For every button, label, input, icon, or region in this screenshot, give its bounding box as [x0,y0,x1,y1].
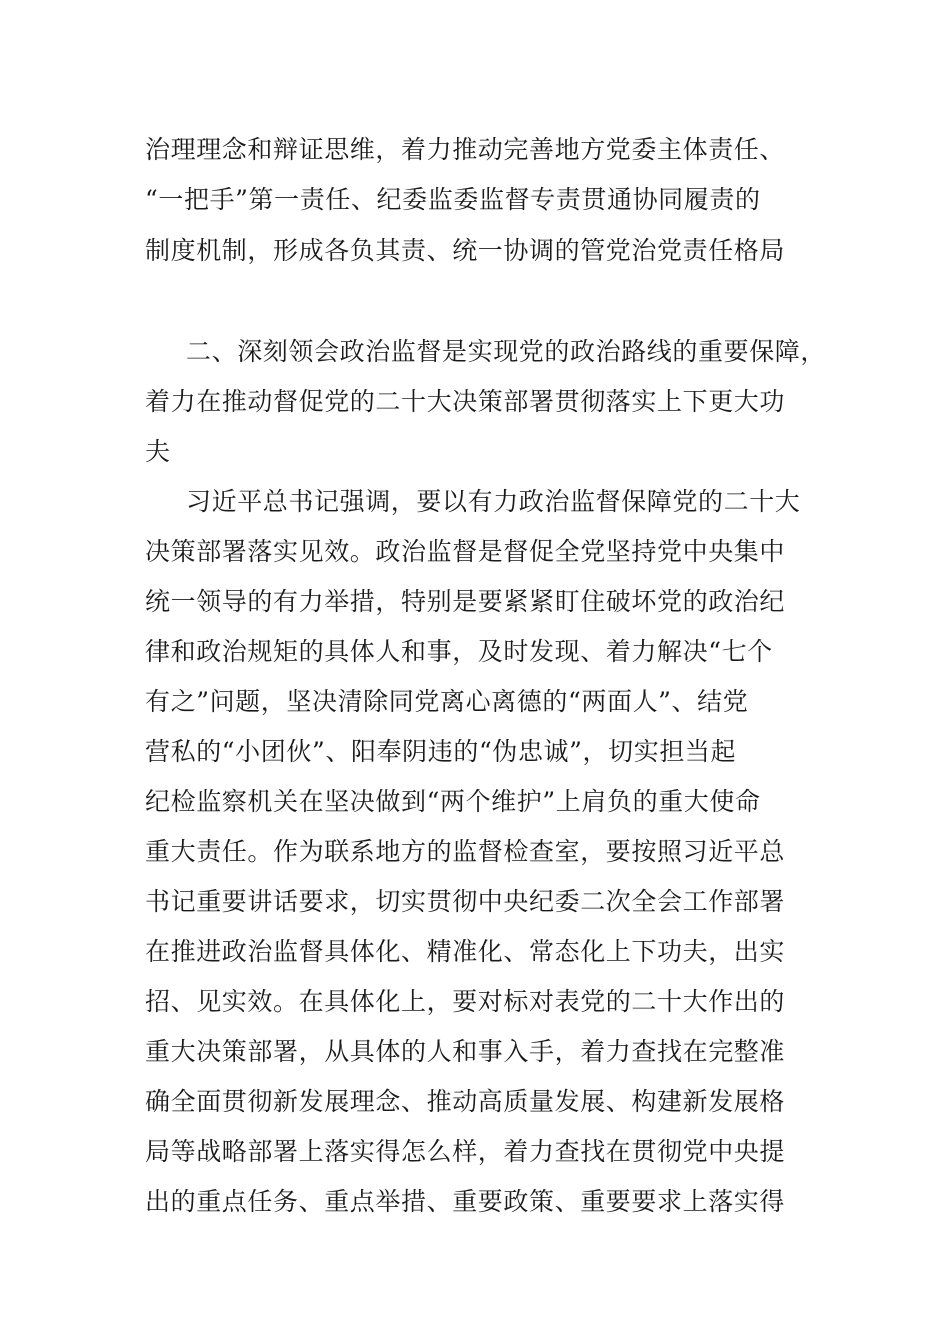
paragraph-line: 重大责任。作为联系地方的监督检查室，要按照习近平总 [145,837,786,866]
paragraph-line: 统一领导的有力举措，特别是要紧紧盯住破坏党的政治纪 [145,587,786,616]
section-heading-line: 着力在推动督促党的二十大决策部署贯彻落实上下更大功 [145,387,786,416]
paragraph-line: 书记重要讲话要求，切实贯彻中央纪委二次全会工作部署 [145,887,786,916]
section-heading-line: 夫 [145,437,171,466]
paragraph-line: 习近平总书记强调，要以有力政治监督保障党的二十大 [186,487,801,516]
paragraph-line: “一把手”第一责任、纪委监委监督专责贯通协同履责的 [145,185,761,214]
paragraph-line: 营私的“小团伙”、阳奉阴违的“伪忠诚”，切实担当起 [145,737,737,766]
paragraph-line: 局等战略部署上落实得怎么样，着力查找在贯彻党中央提 [145,1137,786,1166]
paragraph-line: 治理理念和辩证思维，着力推动完善地方党委主体责任、 [145,135,786,164]
paragraph-line: 在推进政治监督具体化、精准化、常态化上下功夫，出实 [145,937,786,966]
paragraph-line: 纪检监察机关在坚决做到“两个维护”上肩负的重大使命 [145,787,761,816]
paragraph-line: 律和政治规矩的具体人和事，及时发现、着力解决“七个 [145,637,773,666]
paragraph-line: 决策部署落实见效。政治监督是督促全党坚持党中央集中 [145,537,786,566]
paragraph-line: 确全面贯彻新发展理念、推动高质量发展、构建新发展格 [145,1087,786,1116]
section-heading-line: 二、深刻领会政治监督是实现党的政治路线的重要保障， [186,337,827,366]
paragraph-line: 出的重点任务、重点举措、重要政策、重要要求上落实得 [145,1187,786,1216]
paragraph-line: 有之”问题，坚决清除同党离心离德的“两面人”、结党 [145,687,749,716]
paragraph-line: 招、见实效。在具体化上，要对标对表党的二十大作出的 [145,987,786,1016]
paragraph-line: 制度机制，形成各负其责、统一协调的管党治党责任格局 [145,236,786,265]
paragraph-line: 重大决策部署，从具体的人和事入手，着力查找在完整准 [145,1037,786,1066]
